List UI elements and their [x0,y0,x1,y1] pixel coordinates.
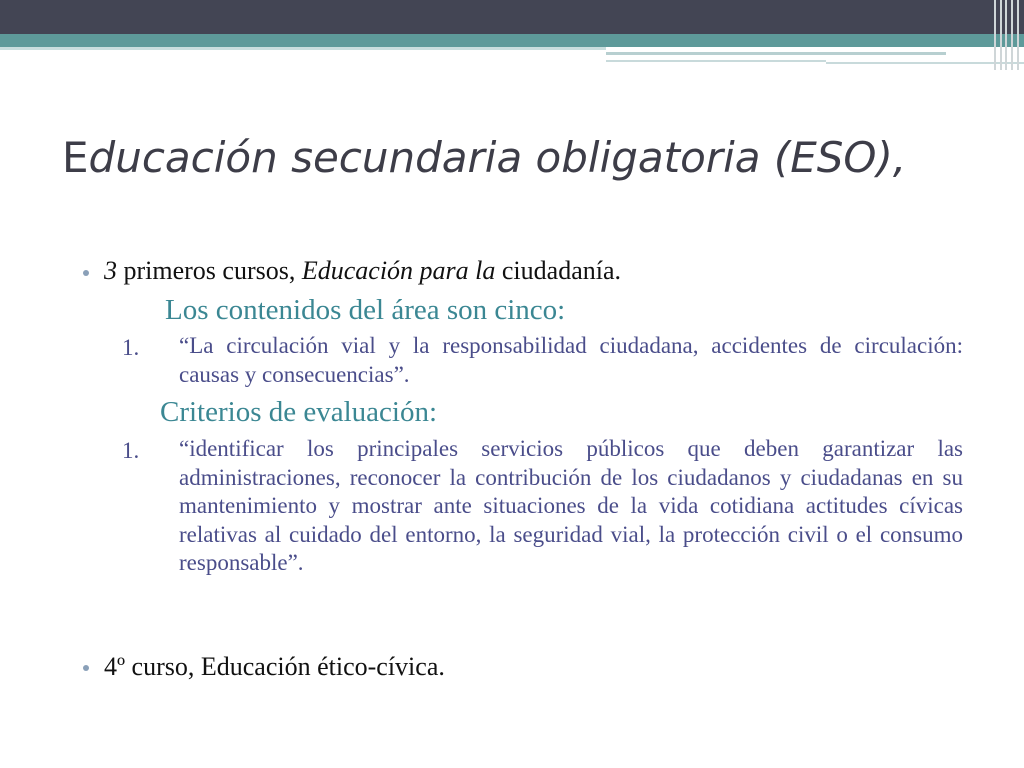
bullet-fourth-course: 4º curso, Educación ético-cívica. [104,652,445,681]
contents-item: “La circulación vial y la responsabilidad ciudadana, accidentes de circulación: causas y consecuencias”. [179,333,963,387]
criteria-heading: Criterios de evaluación: [160,396,438,428]
title-rest: ducación secundaria obligatoria (ESO), [88,133,907,182]
bullet-icon [83,665,89,671]
bullet-italic: Educación para la [301,256,496,285]
contents-heading: Los contenidos del área son cinco: [165,294,566,326]
list-number: 1. [122,438,140,463]
bullet-icon [83,270,89,276]
bullet-number: 3 [104,256,117,285]
bullet-text: primeros cursos, [117,256,302,285]
bullet-text-end: ciudadanía. [495,256,621,285]
criteria-item: “identificar los principales servicios públicos que deben garantizar las administraciones, reconocer la contribución de los ciudadanos y ciudadanas en su mantenimiento y mostrar ante situaciones de la vida cotidiana actitudes cívicas relativas al cuidado del entorno, la seguridad vial, la protección civil o el consumo responsable”. [179,436,963,575]
bullet-first-courses [104,254,621,288]
title-initial: E [62,133,89,182]
list-number: 1. [122,335,140,360]
